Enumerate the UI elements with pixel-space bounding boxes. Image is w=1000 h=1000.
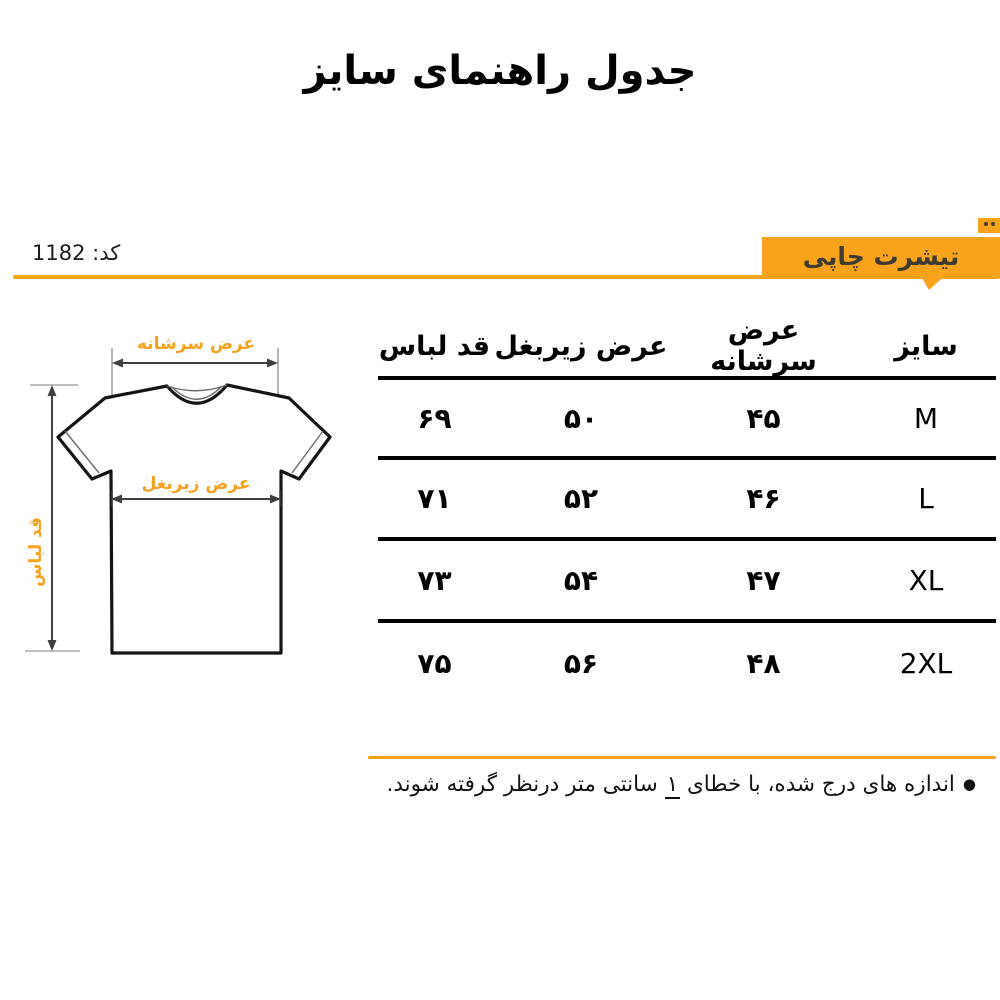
tshirt-outline <box>58 385 330 653</box>
cell-length: ۷۱ <box>417 482 452 515</box>
footnote-divider-line <box>368 756 996 759</box>
page-title: جدول راهنمای سایز <box>303 48 697 94</box>
header-underarm: عرض زیربغل <box>494 330 668 362</box>
cell-underarm: ۵۴ <box>563 563 599 597</box>
cell-size: L <box>918 482 934 515</box>
cell-shoulder: ۴۶ <box>746 482 781 515</box>
cell-shoulder: ۴۷ <box>746 563 781 597</box>
size-table <box>378 315 996 703</box>
garment-length-arrow <box>48 385 57 651</box>
banner-tail-pointer <box>922 278 942 290</box>
footnote-error-value: ۱ <box>666 772 679 797</box>
header-size: سایز <box>894 330 958 362</box>
cell-length: ۷۳ <box>417 563 452 597</box>
cell-shoulder: ۴۸ <box>746 646 781 680</box>
header-shoulder: عرض سرشانه <box>710 315 817 377</box>
cell-underarm: ۵۲ <box>563 482 599 515</box>
ribbon-dot <box>984 222 988 226</box>
cell-size: XL <box>908 563 944 597</box>
shoulder-width-label: عرض سرشانه <box>136 334 256 354</box>
table-row <box>378 460 996 541</box>
ribbon-dot <box>991 222 995 226</box>
cropped-ribbon-fragment <box>978 218 1000 233</box>
table-row <box>378 380 996 460</box>
table-row <box>378 541 996 623</box>
table-row <box>378 623 996 703</box>
footnote <box>336 772 976 797</box>
header-length: قد لباس <box>378 330 491 362</box>
cell-size: 2XL <box>899 646 953 680</box>
footnote-text-after: سانتی متر درنظر گرفته شوند. <box>386 772 665 797</box>
product-banner <box>762 237 1000 278</box>
cell-underarm: ۵۶ <box>563 646 599 680</box>
bullet-icon: ● <box>962 775 976 793</box>
cell-length: ۷۵ <box>417 646 452 680</box>
tshirt-diagram <box>15 323 360 673</box>
cell-size: M <box>913 401 939 435</box>
garment-length-label: قد لباس <box>26 516 46 588</box>
cell-shoulder: ۴۵ <box>746 401 781 435</box>
product-name: تیشرت چاپی <box>802 241 960 271</box>
table-header-row <box>378 315 996 380</box>
cell-length: ۶۹ <box>417 401 452 435</box>
underarm-width-label: عرض زیربغل <box>141 474 251 494</box>
footnote-text-before: اندازه های درج شده، با خطای <box>680 772 955 797</box>
product-code-label: کد: 1182 <box>32 241 121 265</box>
cell-underarm: ۵۰ <box>563 401 599 435</box>
shoulder-width-arrow <box>112 359 278 368</box>
